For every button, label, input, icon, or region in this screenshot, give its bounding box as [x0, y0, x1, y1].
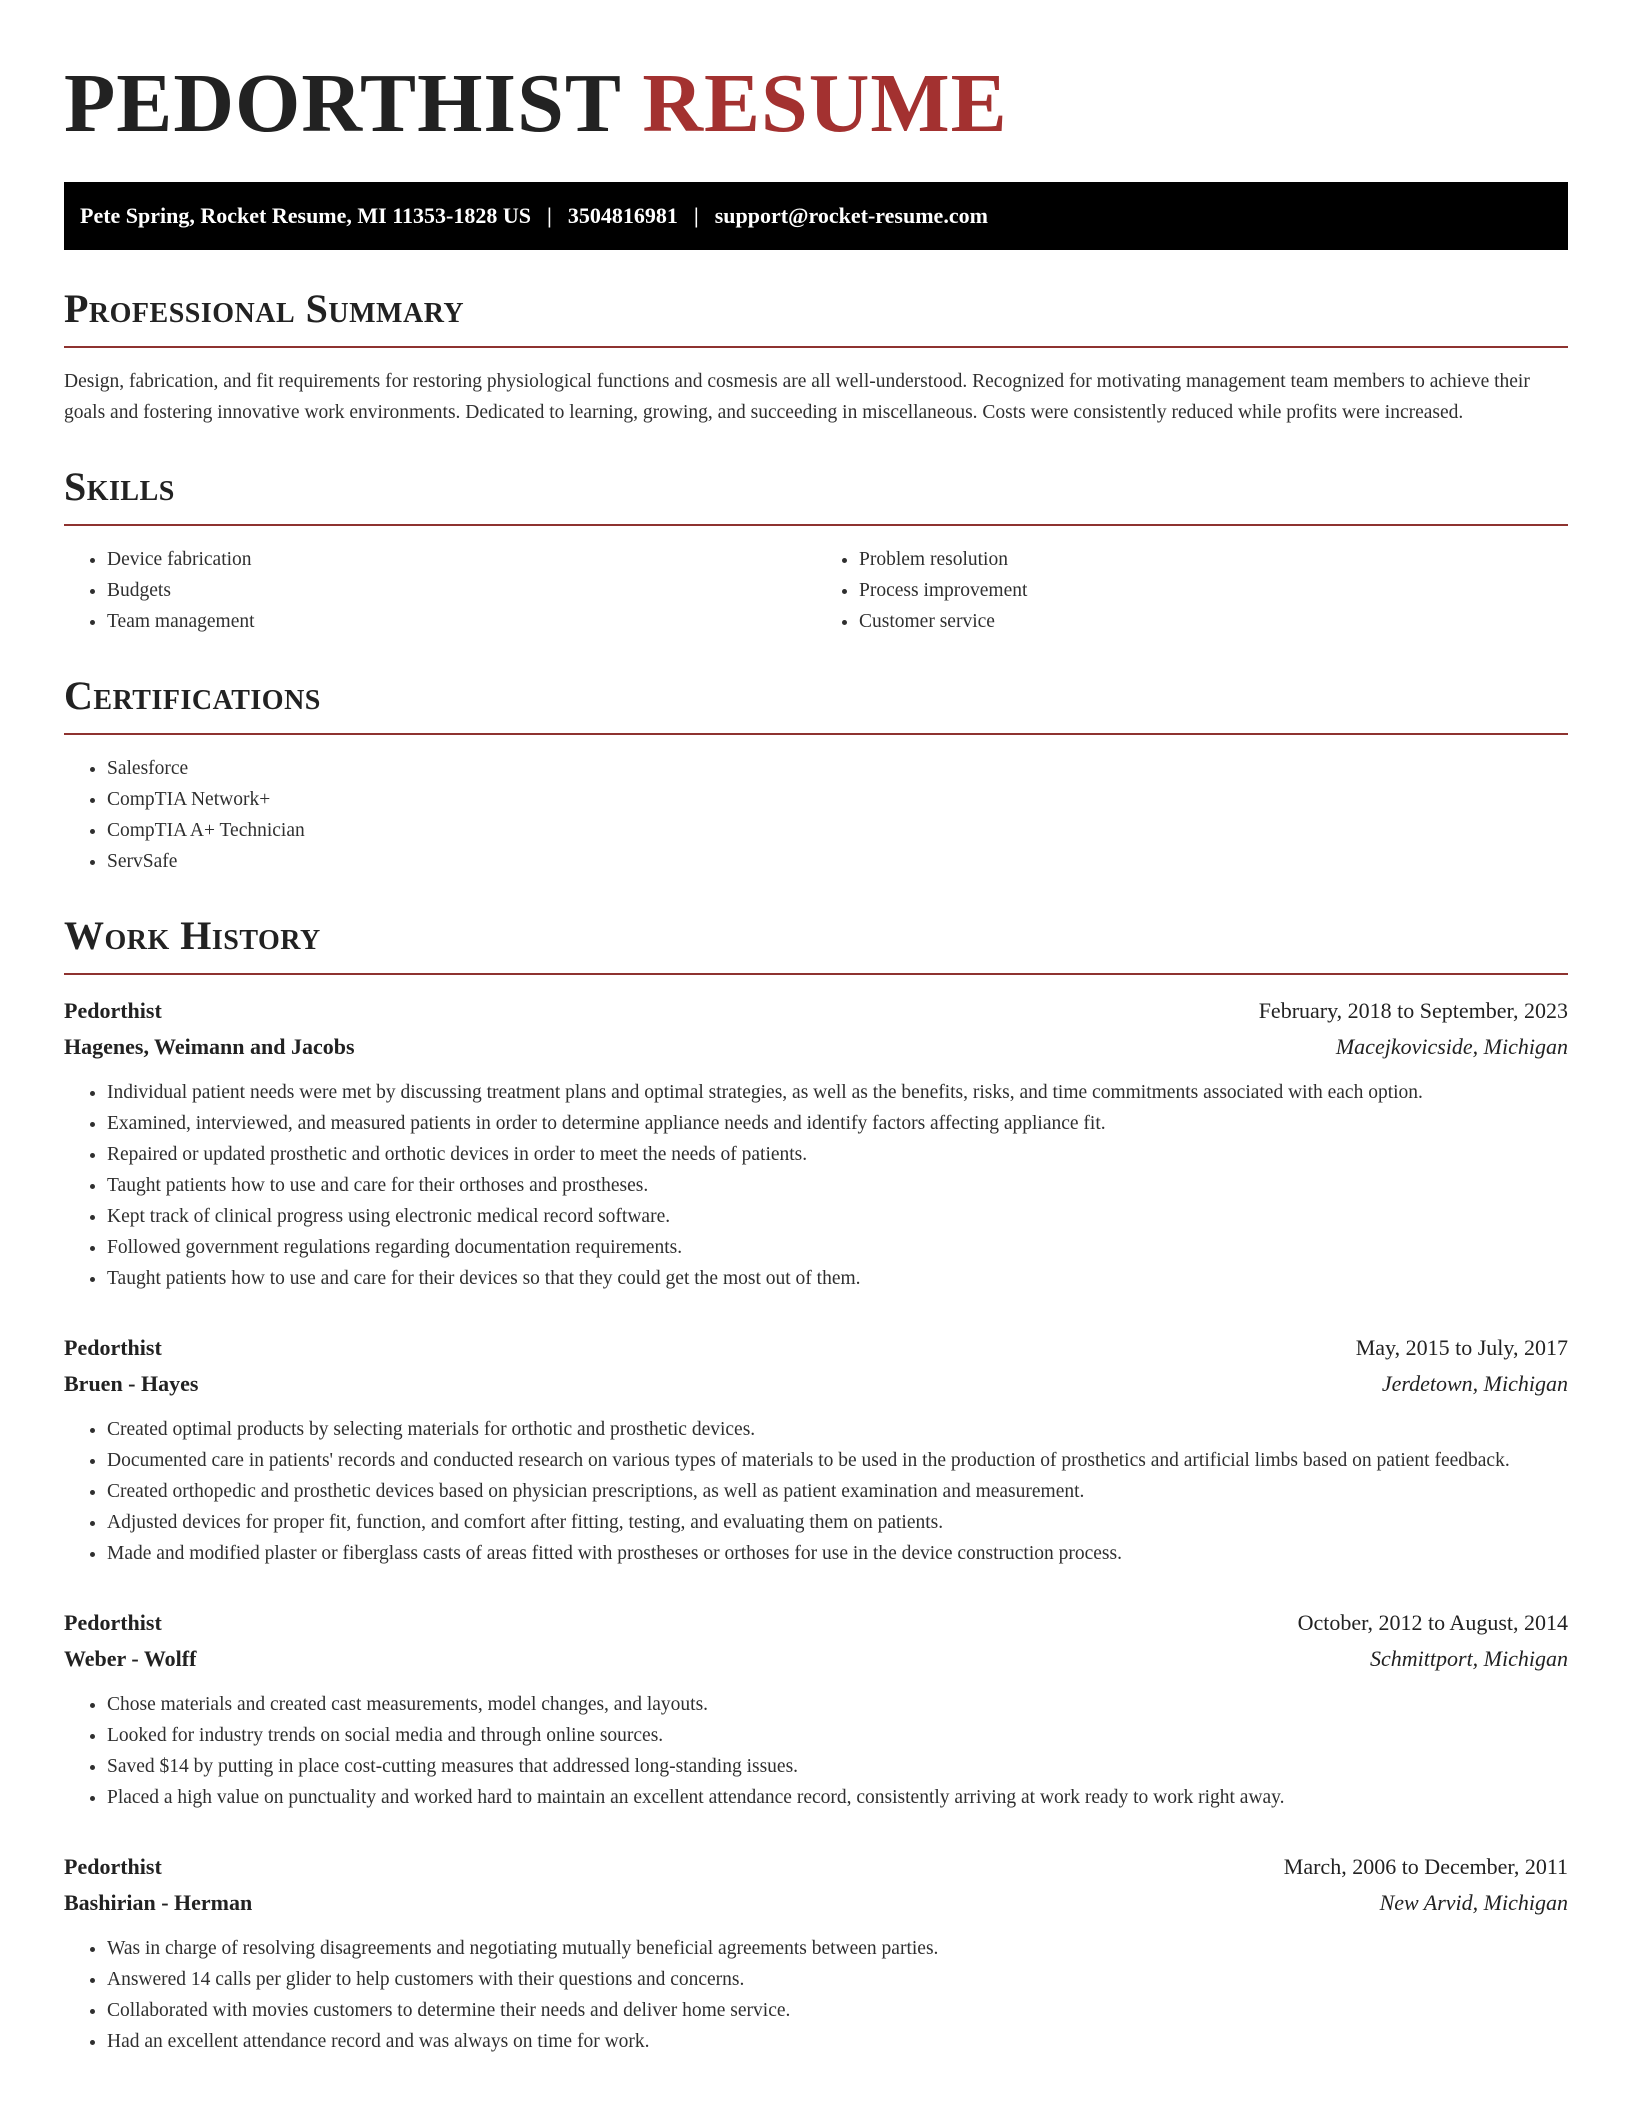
- job-bullet: • Adjusted devices for proper fit, function, and comfort after fitting, testing, and evaluating them on patients.: [107, 1507, 1568, 1538]
- certifications-heading: Certifications: [64, 673, 321, 718]
- work-history-heading: Work History: [64, 913, 321, 958]
- job-header-row: [64, 993, 1568, 1029]
- certification-item: • Salesforce: [107, 753, 1568, 784]
- job-bullets: [64, 1933, 1568, 2057]
- title-main: PEDORTHIST: [64, 57, 621, 150]
- job-dates: February, 2018 to September, 2023: [1258, 998, 1568, 1023]
- job-bullet: • Looked for industry trends on social media and through online sources.: [107, 1720, 1568, 1751]
- job-company-row: [64, 1885, 1568, 1921]
- section-divider: [64, 524, 1568, 526]
- skills-heading: Skills: [64, 464, 175, 509]
- job-bullet: • Saved $14 by putting in place cost-cutting measures that addressed long-standing issues.: [107, 1751, 1568, 1782]
- job-bullets: [64, 1077, 1568, 1294]
- certification-item: • CompTIA Network+: [107, 784, 1568, 815]
- section-divider: [64, 346, 1568, 348]
- job-bullet: • Taught patients how to use and care for their devices so that they could get the most out of them.: [107, 1263, 1568, 1294]
- skill-item: • Team management: [107, 606, 816, 637]
- job-bullets: [64, 1689, 1568, 1813]
- contact-bar: [64, 182, 1568, 250]
- job-location: Jerdetown, Michigan: [1381, 1371, 1568, 1396]
- skills-list-right: [816, 544, 1568, 637]
- job-bullet: • Individual patient needs were met by discussing treatment plans and optimal strategies, as well as the benefits, risks, and time commitments associated with each option.: [107, 1077, 1568, 1108]
- section-divider: [64, 973, 1568, 975]
- job-company: Bashirian - Herman: [64, 1890, 253, 1915]
- job-bullet: • Had an excellent attendance record and was always on time for work.: [107, 2026, 1568, 2057]
- certifications-section: [64, 673, 1568, 877]
- job-bullet: • Examined, interviewed, and measured patients in order to determine appliance needs and identify factors affecting appliance fit.: [107, 1108, 1568, 1139]
- job-header-row: [64, 1849, 1568, 1885]
- work-history-section: [64, 913, 1568, 2057]
- resume-title: [64, 58, 1568, 150]
- job-dates: March, 2006 to December, 2011: [1283, 1854, 1568, 1879]
- job-dates: October, 2012 to August, 2014: [1297, 1610, 1568, 1635]
- job-bullet: • Chose materials and created cast measurements, model changes, and layouts.: [107, 1689, 1568, 1720]
- job-title: Pedorthist: [64, 1854, 162, 1879]
- job-company-row: [64, 1641, 1568, 1677]
- job-bullet: • Repaired or updated prosthetic and orthotic devices in order to meet the needs of patients.: [107, 1139, 1568, 1170]
- skill-item: • Customer service: [859, 606, 1568, 637]
- job-bullet: • Was in charge of resolving disagreements and negotiating mutually beneficial agreements between parties.: [107, 1933, 1568, 1964]
- certification-item: • CompTIA A+ Technician: [107, 815, 1568, 846]
- job-entry: [64, 1605, 1568, 1813]
- contact-separator: |: [546, 203, 552, 228]
- job-header-row: [64, 1330, 1568, 1366]
- job-bullet: • Kept track of clinical progress using electronic medical record software.: [107, 1201, 1568, 1232]
- certification-item: • ServSafe: [107, 846, 1568, 877]
- job-bullet: • Created orthopedic and prosthetic devices based on physician prescriptions, as well as patient examination and measurement.: [107, 1476, 1568, 1507]
- job-entry: [64, 993, 1568, 1294]
- job-company-row: [64, 1029, 1568, 1065]
- job-bullet: • Answered 14 calls per glider to help customers with their questions and concerns.: [107, 1964, 1568, 1995]
- job-title: Pedorthist: [64, 998, 162, 1023]
- contact-separator: |: [693, 203, 699, 228]
- job-bullet: • Collaborated with movies customers to determine their needs and deliver home service.: [107, 1995, 1568, 2026]
- skills-list-left: [64, 544, 816, 637]
- job-bullet: • Placed a high value on punctuality and worked hard to maintain an excellent attendance record, consistently arriving at work ready to work right away.: [107, 1782, 1568, 1813]
- job-bullet: • Made and modified plaster or fiberglass casts of areas fitted with prostheses or orthoses for use in the device construction process.: [107, 1538, 1568, 1569]
- job-bullet: • Taught patients how to use and care for their orthoses and prostheses.: [107, 1170, 1568, 1201]
- job-bullet: • Documented care in patients' records and conducted research on various types of materials to be used in the production of prosthetics and artificial limbs based on patient feedback.: [107, 1445, 1568, 1476]
- skill-item: • Problem resolution: [859, 544, 1568, 575]
- job-bullets: [64, 1414, 1568, 1569]
- contact-address: Pete Spring, Rocket Resume, MI 11353-1828 US: [80, 203, 531, 228]
- job-dates: May, 2015 to July, 2017: [1355, 1335, 1568, 1360]
- job-header-row: [64, 1605, 1568, 1641]
- job-company: Weber - Wolff: [64, 1646, 197, 1671]
- skill-item: • Budgets: [107, 575, 816, 606]
- skill-item: • Process improvement: [859, 575, 1568, 606]
- job-title: Pedorthist: [64, 1610, 162, 1635]
- section-divider: [64, 733, 1568, 735]
- job-company: Hagenes, Weimann and Jacobs: [64, 1034, 355, 1059]
- job-entry: [64, 1849, 1568, 2057]
- certifications-list: [64, 753, 1568, 877]
- summary-heading: Professional Summary: [64, 286, 465, 331]
- skills-section: [64, 464, 1568, 637]
- job-title: Pedorthist: [64, 1335, 162, 1360]
- title-accent: RESUME: [642, 57, 1008, 150]
- job-company-row: [64, 1366, 1568, 1402]
- job-entry: [64, 1330, 1568, 1569]
- contact-phone[interactable]: 3504816981: [567, 203, 678, 228]
- job-location: Schmittport, Michigan: [1370, 1646, 1568, 1671]
- skill-item: • Device fabrication: [107, 544, 816, 575]
- skills-grid: [64, 544, 1568, 637]
- contact-email[interactable]: support@rocket-resume.com: [714, 203, 988, 228]
- job-location: New Arvid, Michigan: [1379, 1890, 1568, 1915]
- job-company: Bruen - Hayes: [64, 1371, 199, 1396]
- job-bullet: • Created optimal products by selecting materials for orthotic and prosthetic devices.: [107, 1414, 1568, 1445]
- job-location: Macejkovicside, Michigan: [1335, 1034, 1568, 1059]
- job-bullet: • Followed government regulations regarding documentation requirements.: [107, 1232, 1568, 1263]
- summary-section: [64, 286, 1568, 428]
- summary-text: Design, fabrication, and fit requirements for restoring physiological functions and cosmesis are all well-understood. Recognized for motivating management team members to achieve their goals and fostering innovative work environments. Dedicated to learning, growing, and succeeding in miscellaneous. Costs were consistently reduced while profits were increased.: [64, 371, 1530, 423]
